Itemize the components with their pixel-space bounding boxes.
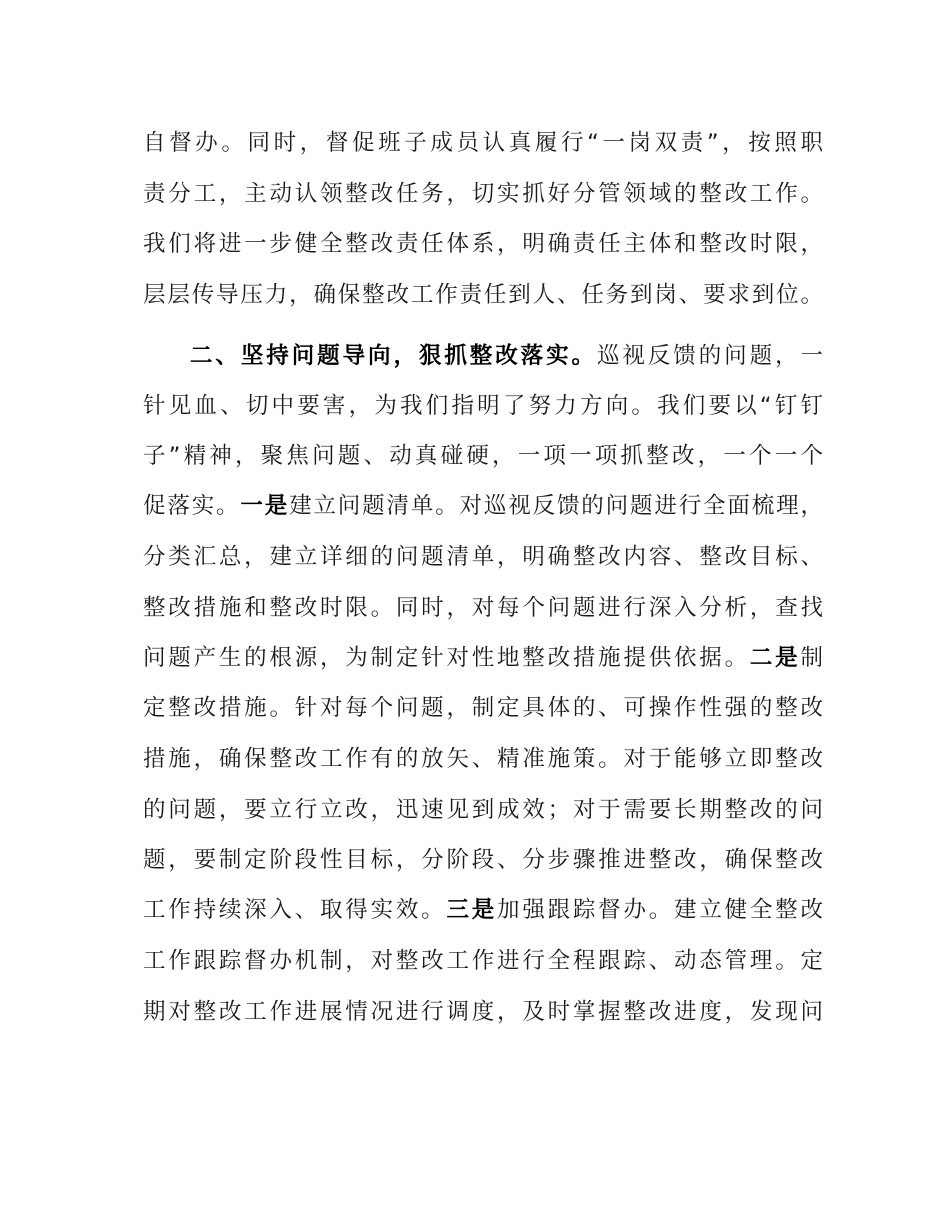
section-heading: 二、坚持问题导向，狠抓整改落实。 — [190, 343, 597, 369]
paragraph-2-line-4-text: 建立问题清单。对巡视反馈的问题进行全面梳理， — [289, 493, 823, 519]
marker-first: 一是 — [240, 493, 290, 519]
paragraph-2-line-12 — [143, 885, 823, 935]
paragraph-2-line-9: 措施，确保整改工作有的放矢、精准施策。对于能够立即整改 — [143, 746, 823, 772]
paragraph-2-line-6: 整改措施和整改时限。同时，对每个问题进行深入分析，查找 — [143, 595, 823, 621]
paragraph-2-line-10: 的问题，要立行立改，迅速见到成效；对于需要长期整改的问 — [143, 797, 823, 823]
paragraph-2-line-1-text: 巡视反馈的问题，一 — [596, 343, 823, 369]
paragraph-2-line-12-text: 加强跟踪督办。建立健全整改 — [497, 897, 823, 923]
paragraph-2-line-4 — [143, 481, 823, 531]
paragraph-2-line-14: 期对整改工作进展情况进行调度，及时掌握整改进度，发现问 — [143, 999, 823, 1025]
paragraph-2-line-8: 定整改措施。针对每个问题，制定具体的、可操作性强的整改 — [143, 695, 823, 721]
paragraph-2-line-7 — [143, 633, 823, 683]
paragraph-2-line-7-text: 制 — [800, 645, 823, 671]
marker-second: 二是 — [749, 645, 801, 671]
paragraph-2-line-1 — [190, 331, 823, 381]
paragraph-2-line-11: 题，要制定阶段性目标，分阶段、分步骤推进整改，确保整改 — [143, 847, 823, 873]
paragraph-2-line-13: 工作跟踪督办机制，对整改工作进行全程跟踪、动态管理。定 — [143, 948, 823, 974]
paragraph-1-line-2: 责分工，主动认领整改任务，切实抓好分管领域的整改工作。 — [143, 181, 823, 207]
paragraph-2-line-12-start: 工作持续深入、取得实效。 — [143, 897, 447, 923]
paragraph-2-line-2: 针见血、切中要害，为我们指明了努力方向。我们要以“钉钉 — [143, 393, 823, 419]
paragraph-2-line-3: 子”精神，聚焦问题、动真碰硬，一项一项抓整改，一个一个 — [143, 443, 823, 469]
paragraph-1-line-1: 自督办。同时，督促班子成员认真履行“一岗双责”，按照职 — [143, 130, 823, 156]
paragraph-2-line-7-start: 问题产生的根源，为制定针对性地整改措施提供依据。 — [143, 645, 750, 671]
marker-third: 三是 — [446, 897, 498, 923]
paragraph-2-line-4-start: 促落实。 — [143, 493, 241, 519]
paragraph-1-line-4: 层层传导压力，确保整改工作责任到人、任务到岗、要求到位。 — [143, 282, 823, 308]
paragraph-1-line-3: 我们将进一步健全整改责任体系，明确责任主体和整改时限， — [143, 231, 823, 257]
paragraph-2-line-5: 分类汇总，建立详细的问题清单，明确整改内容、整改目标、 — [143, 544, 823, 570]
